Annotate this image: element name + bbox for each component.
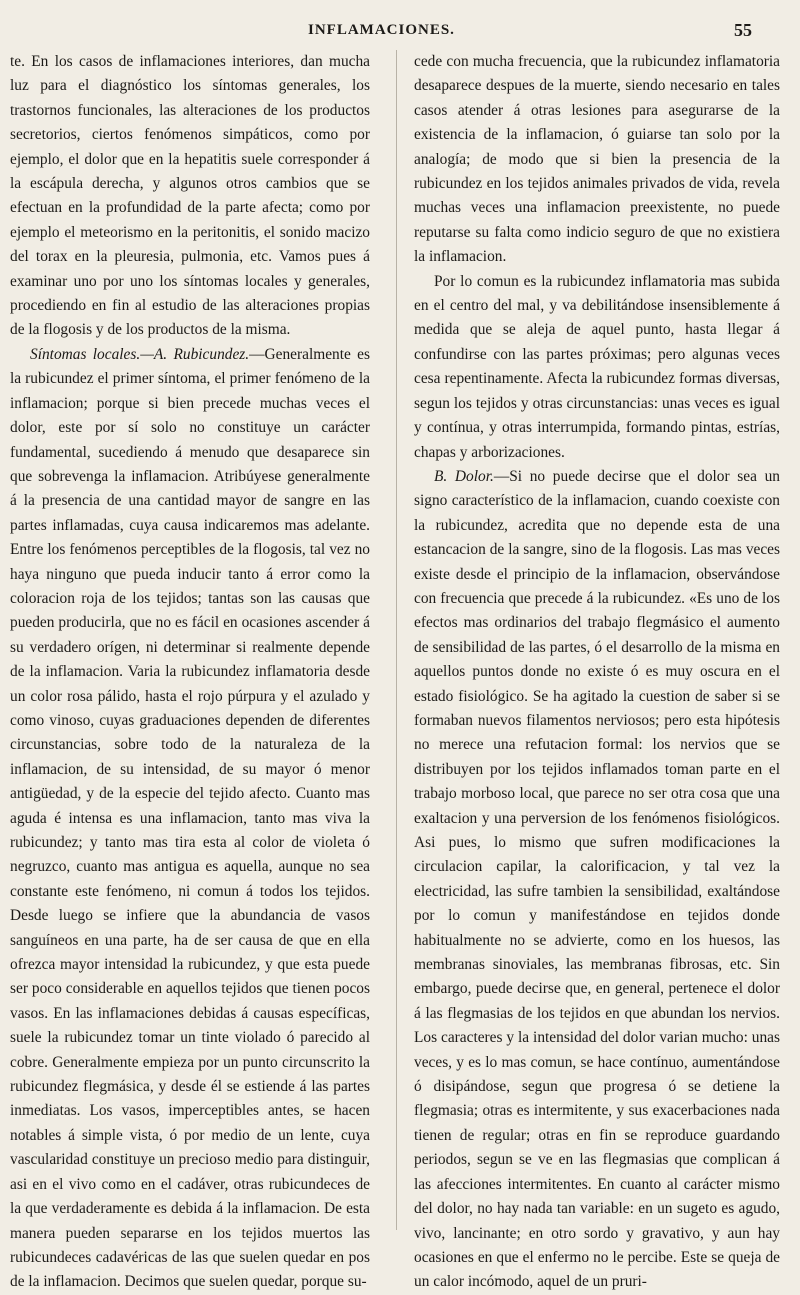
right-column bbox=[414, 50, 780, 1295]
page-header bbox=[0, 12, 800, 42]
page-number: 55 bbox=[734, 20, 752, 40]
paragraph: Por lo comun es la rubicundez inflamatoria mas subida en el centro del mal, y va debilitándose insensiblemente á medida que se aleja de aquel punto, hasta llegar á confundirse con las partes próximas; pero algunas veces cesa repentinamente. Afecta la rubicundez formas diversas, segun los tejidos y otras circunstancias: unas veces es igual y contínua, y otras interrumpida, formando pintas, estrías, chapas y arborizaciones. bbox=[414, 272, 780, 461]
paragraph: te. En los casos de inflamaciones interiores, dan mucha luz para el diagnóstico los síntomas generales, los trastornos funcionales, las alteraciones de los productos secretorios, ciertos fenómenos simpáticos, como por ejemplo, el dolor que en la hepatitis suele corresponder á la escápula derecha, y algunos otros cambios que se efectuan en la profundidad de la parte afecta; como por ejemplo el meteorismo en la peritonitis, el sonido macizo del torax en la pleuresia, pulmonia, etc. Vamos pues á examinar uno por uno los síntomas locales y generales, procediendo en fin al estudio de las alteraciones propias de la flogosis y de los productos de la misma. bbox=[10, 53, 370, 339]
left-column bbox=[10, 50, 370, 1295]
paragraph-text: —Si no puede decirse que el dolor sea un signo característico de la inflamacion, cuando coexiste con la rubicundez, acredita que no depende esta de una estancacion de la sangre, sino de la flogosis. Las mas veces existe desde el principio de la inflamacion, observándose con frecuencia que precede á la rubicundez. «Es uno de los efectos mas ordinarios del trabajo flegmásico el aumento de sensibilidad de las partes, ó el desarrollo de la misma en aquellos puntos donde no existe ó es muy oscura en el estado fisiológico. Se ha agitado la cuestion de saber si se formaban nuevos filamentos nerviosos; pero esta hipótesis no merece una refutacion formal: los nervios que se distribuyen por los tejidos inflamados toman parte en el trabajo morboso local, que parece no ser otra cosa que una exaltacion y una perversion de los fenómenos fisiológicos. Asi pues, lo mismo que sufren modificaciones la circulacion capilar, la calorificacion, y tal vez la electricidad, las sufre tambien la sensibilidad, exaltándose por lo comun y manifestándose en tejidos donde habitualmente no se advierte, como en los huesos, las membranas sinoviales, las membranas fibrosas, etc. Sin embargo, puede decirse que, en general, pertenece el dolor á las flegmasias de los tejidos en que abundan los nervios. Los caracteres y la intensidad del dolor varian mucho: unas veces, y es lo mas comun, se hace contínuo, aumentándose ó disipándose, segun que progresa ó se detiene la flegmasia; otras es intermitente, y sus exacerbaciones nada tienen de regular; otras en fin se reproduce guardando periodos, segun se ve en las flegmasias que complican á las afecciones intermitentes. En cuanto al carácter mismo del dolor, no hay nada tan variable: en un sugeto es agudo, vivo, lancinante; en otro sordo y gravativo, y aun hay ocasiones en que el enfermo no le percibe. Este se queja de un calor incómodo, aquel de un pruri- bbox=[414, 467, 780, 1291]
paragraph bbox=[414, 465, 780, 1295]
running-title: INFLAMACIONES. bbox=[308, 22, 455, 38]
subsection-heading: —A. Rubicundez. bbox=[140, 345, 250, 363]
subsection-heading: B. Dolor. bbox=[434, 467, 494, 485]
section-heading: Síntomas locales. bbox=[30, 345, 141, 363]
paragraph: cede con mucha frecuencia, que la rubicundez inflamatoria desaparece despues de la muerte, siendo necesario en tales casos atender á otras lesiones para asegurarse de la existencia de la inflamacion, ó guiarse tan solo por la analogía; de modo que si bien la presencia de la rubicundez en los tejidos animales privados de vida, revela muchas veces una inflamacion preexistente, no puede reputarse su falta como indicio seguro de que no existiera la inflamacion. bbox=[414, 53, 780, 266]
paragraph-text: —Generalmente es la rubicundez el primer síntoma, el primer fenómeno de la inflamacion; porque si bien precede muchas veces el dolor, este por sí solo no constituye un carácter fundamental, sucediendo á menudo que desaparece sin que sobrevenga la inflamacion. Atribúyese generalmente á la presencia de una cantidad mayor de sangre en las partes inflamadas, cuya causa indicaremos mas adelante. Entre los fenómenos perceptibles de la flogosis, tal vez no haya ninguno que pueda inducir tanto á error como la coloracion roja de los tejidos; tantas son las causas que pueden producirla, que no es fácil en ocasiones ascender á su verdadero orígen, ni determinar si realmente depende de la inflamacion. Varia la rubicundez inflamatoria desde un color rosa pálido, hasta el rojo púrpura y el azulado y como vinoso, cuyas graduaciones dependen de diferentes circunstancias, sobre todo de la naturaleza de la inflamacion, de su intensidad, de su mayor ó menor antigüedad, y de la especie del tejido afecto. Cuanto mas aguda é intensa es una inflamacion, tanto mas viva la rubicundez; y tanto mas tira esta al color de violeta ó negruzco, cuanto mas antigua es aquella, aunque no sea constante este fenómeno, ni comun á todos los tejidos. Desde luego se infiere que la abundancia de vasos sanguíneos en una parte, ha de ser causa de que en ella ofrezca mayor intensidad la rubicundez, y que esta puede ser poco considerable en aquellos tejidos que tienen pocos vasos. En las inflamaciones debidas á causas específicas, suele la rubicundez tomar un tinte violado ó parecido al cobre. Generalmente empieza por un punto circunscrito la rubicundez flegmásica, y desde él se estiende á las partes inmediatas. Los vasos, imperceptibles antes, se hacen notables á simple vista, ó por medio de un lente, cuya vascularidad constituye un precioso medio para distinguir, asi en el vivo como en el cadáver, otras rubicundeces de la que verdaderamente es debida á la inflamacion. De esta manera pueden separarse en los tejidos muertos las rubicundeces cadavéricas de las que suelen quedar en pos de la inflamacion. Decimos que suelen quedar, porque su- bbox=[10, 345, 370, 1291]
column-divider bbox=[396, 50, 397, 1230]
paragraph bbox=[10, 343, 370, 1295]
